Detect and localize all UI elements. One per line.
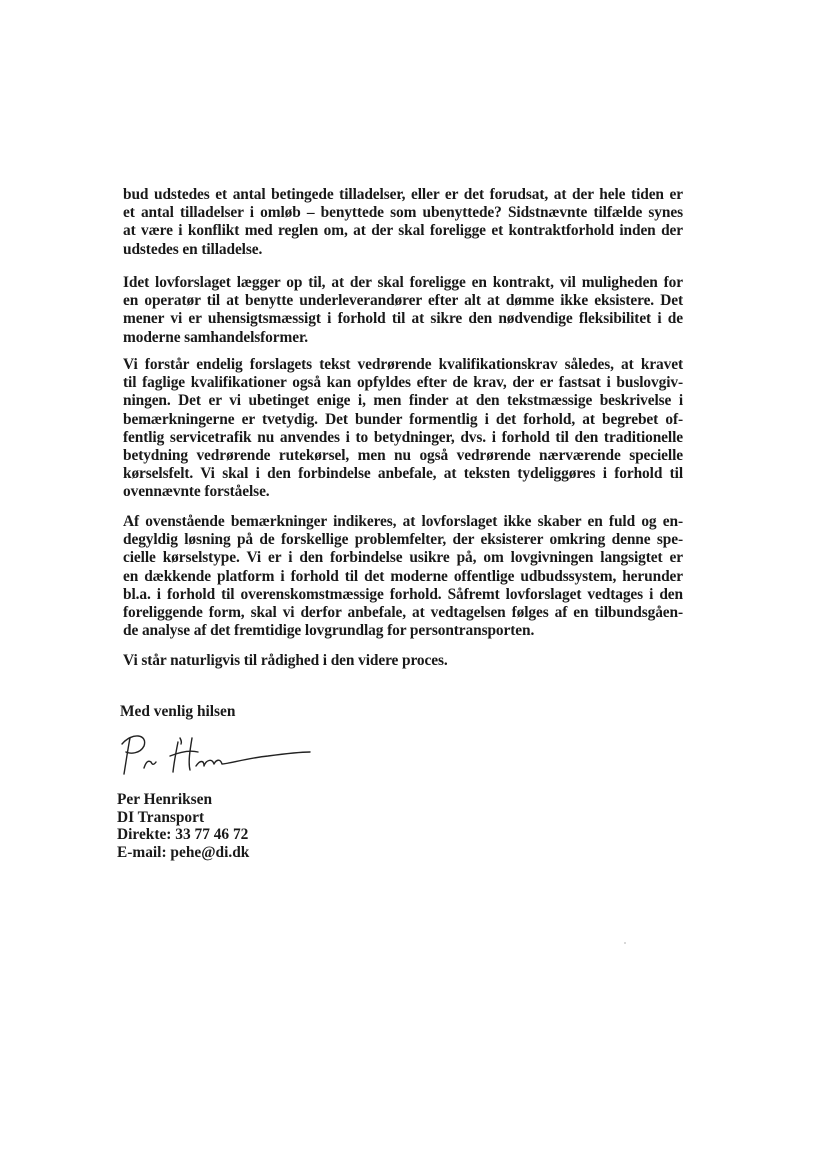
paragraph-conclusion [123, 513, 683, 640]
text-line: ovennævnte forståelse. [123, 483, 270, 501]
sender-phone: Direkte: 33 77 46 72 [117, 826, 249, 844]
text-line: at være i konflikt med reglen om, at der skal foreligge et kontraktforhold inden der [123, 222, 683, 240]
sender-organization: DI Transport [117, 808, 205, 826]
text-line: bemærkningerne er tvetydig. Det bunder formentlig i det forhold, at begrebet of- [123, 410, 683, 428]
text-line: Af ovenstående bemærkninger indikeres, at lovforslaget ikke skaber en fuld og en- [123, 513, 683, 530]
text-line: bud udstedes et antal betingede tilladelser, eller er det forudsat, at der hele tiden er [123, 186, 683, 203]
text-line: fentlig servicetrafik nu anvendes i to betydninger, dvs. i forhold til den traditionelle [123, 428, 683, 446]
text-line: Vi forstår endelig forslagets tekst vedrørende kvalifikationskrav således, at kravet [123, 356, 683, 373]
text-line: Idet lovforslaget lægger op til, at der skal foreligge en kontrakt, vil muligheden for [123, 274, 683, 291]
text-line: en dækkende platform i forhold til det moderne offentlige udbudssystem, herunder [123, 567, 683, 585]
handwritten-signature-icon [118, 722, 318, 782]
text-line: foreliggende form, skal vi derfor anbefale, at vedtagelsen følges af en tilbundsgåen- [123, 604, 683, 622]
text-line: udstedes en tilladelse. [123, 240, 263, 258]
text-line: kørselsfelt. Vi skal i den forbindelse anbefale, at teksten tydeliggøres i forhold til [123, 465, 683, 483]
text-line: moderne samhandelsformer. [123, 328, 309, 346]
paragraph-availability [123, 652, 683, 670]
text-line: de analyse af det fremtidige lovgrundlag for persontransporten. [123, 622, 535, 640]
sender-block [117, 791, 249, 861]
text-line: en operatør til at benytte underleverandører efter alt at dømme ikke eksistere. Det [123, 292, 683, 310]
scan-speck [624, 942, 626, 944]
text-line: mener vi er uhensigtsmæssigt i forhold til at sikre den nødvendige fleksibilitet i de [123, 310, 683, 328]
sender-name: Per Henriksen [117, 791, 213, 808]
paragraph-subcontractors [123, 274, 683, 347]
paragraph-qualifications [123, 356, 683, 502]
text-line: til faglige kvalifikationer også kan opfyldes efter de krav, der er fastsat i buslovgiv- [123, 374, 683, 392]
paragraph-permits [123, 186, 683, 259]
closing-salutation: Med venlig hilsen [120, 703, 236, 720]
text-line: bl.a. i forhold til overenskomstmæssige forhold. Såfremt lovforslaget vedtages i den [123, 585, 683, 603]
text-line: degyldig løsning på de forskellige problemfelter, der eksisterer omkring denne spe- [123, 531, 683, 549]
text-line: betydning vedrørende rutekørsel, men nu også vedrørende nærværende specielle [123, 447, 683, 465]
text-line: cielle kørselstype. Vi er i den forbindelse usikre på, om lovgivningen langsigtet er [123, 549, 683, 567]
text-line: Vi står naturligvis til rådighed i den videre proces. [123, 652, 448, 669]
sender-email: E-mail: pehe@di.dk [117, 843, 250, 861]
text-line: ningen. Det er vi ubetinget enige i, men finder at den tekstmæssige beskrivelse i [123, 392, 683, 410]
text-line: et antal tilladelser i omløb – benyttede som ubenyttede? Sidstnævnte tilfælde synes [123, 204, 683, 222]
